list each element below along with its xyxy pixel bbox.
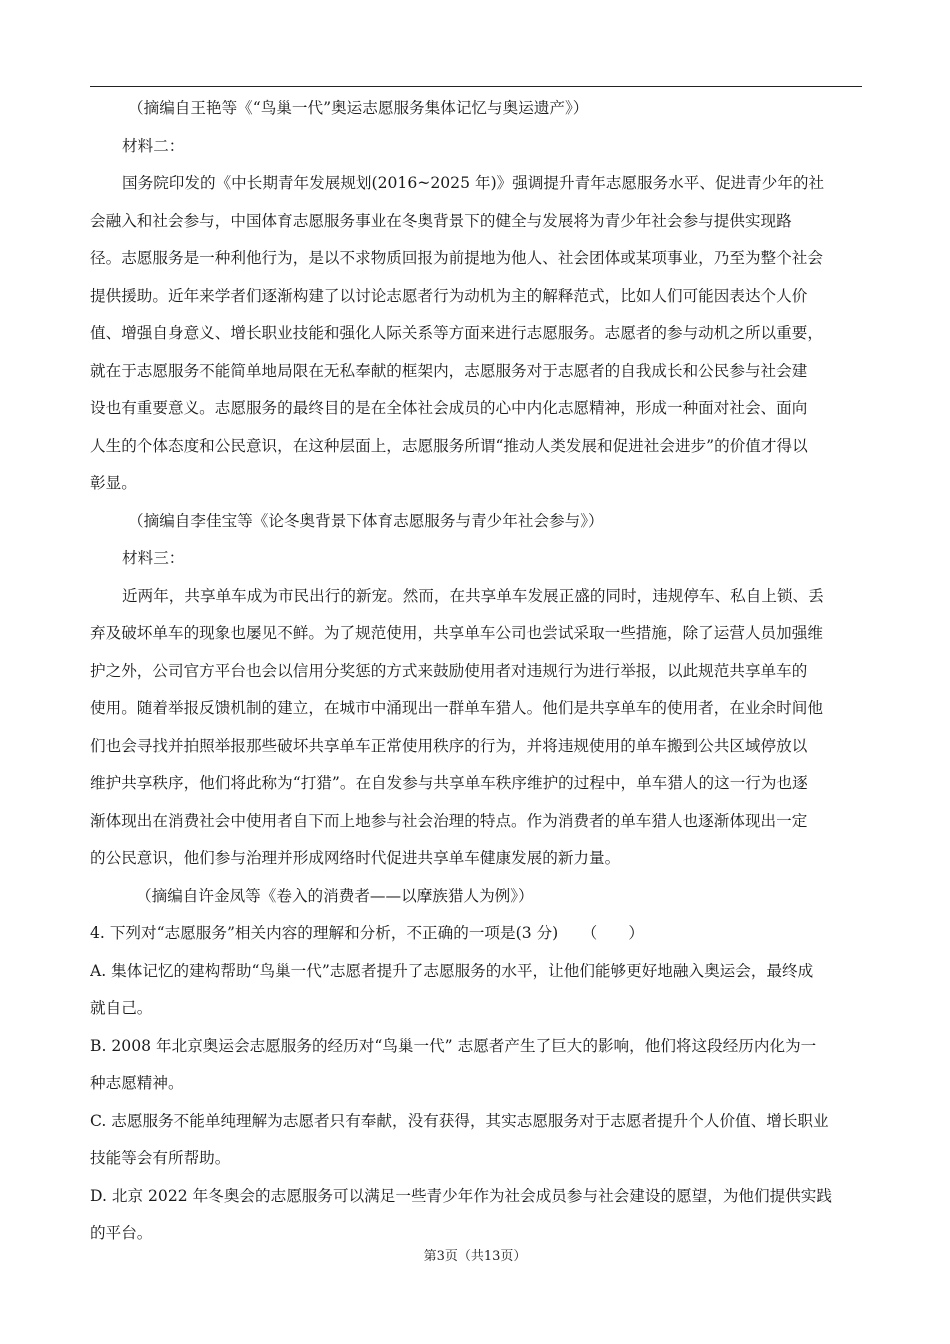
option-line: D. 北京 2022 年冬奥会的志愿服务可以满足一些青少年作为社会成员参与社会建设的愿望，为他们提供实践 [90,1186,832,1205]
option-line: B. 2008 年北京奥运会志愿服务的经历对“鸟巢一代” 志愿者产生了巨大的影响，他们将这段经历内化为一 [90,1036,817,1055]
option-line: A. 集体记忆的建构帮助“鸟巢一代”志愿者提升了志愿服务的水平，让他们能够更好地融入奥运会，最终成 [90,961,814,980]
paragraph-line: 近两年，共享单车成为市民出行的新宠。然而，在共享单车发展正盛的同时，违规停车、私自上锁、丢 [122,586,824,605]
option-a [90,953,862,1028]
document-body [90,90,862,1253]
paragraph-line: 设也有重要意义。志愿服务的最终目的是在全体社会成员的心中内化志愿精神，形成一种面对社会、面向 [90,399,808,417]
source-citation-1: （摘编自王艳等《“鸟巢一代”奥运志愿服务集体记忆与奥运遗产》） [128,99,589,117]
material-3-paragraph [90,578,862,878]
top-rule [90,86,862,87]
option-d [90,1178,862,1253]
paragraph-line: 会融入和社会参与，中国体育志愿服务事业在冬奥背景下的健全与发展将为青少年社会参与提供实现路 [90,211,792,230]
paragraph-line: 彰显。 [90,474,137,492]
option-line: C. 志愿服务不能单纯理解为志愿者只有奉献，没有获得，其实志愿服务对于志愿者提升个人价值、增长职业 [90,1111,829,1130]
source-citation-3: （摘编自许金凤等《卷入的消费者——以摩族猎人为例》） [136,886,534,905]
option-c [90,1103,862,1178]
paragraph-line: 径。志愿服务是一种利他行为，是以不求物质回报为前提地为他人、社会团体或某项事业，乃至为整个社会 [90,249,823,267]
material-3-heading: 材料三： [122,549,185,567]
paragraph-line: 人生的个体态度和公民意识，在这种层面上，志愿服务所谓“推动人类发展和促进社会进步”的价值才得以 [90,436,808,455]
paragraph-line: 渐体现出在消费社会中使用者自下而上地参与社会治理的特点。作为消费者的单车猎人也逐渐体现出一定 [90,811,808,830]
page-footer: 第3页（共13页） [423,1249,527,1264]
source-citation-2: （摘编自李佳宝等《论冬奥背景下体育志愿服务与青少年社会参与》） [128,511,604,530]
paragraph-line: 维护共享秩序，他们将此称为“打猎”。在自发参与共享单车秩序维护的过程中，单车猎人的这一行为也逐 [90,774,808,792]
material-2-heading: 材料二： [122,136,185,155]
paragraph-line: 使用。随着举报反馈机制的建立，在城市中涌现出一群单车猎人。他们是共享单车的使用者，在业余时间他 [90,699,823,717]
option-line: 就自己。 [90,999,153,1017]
paragraph-line: 的公民意识，他们参与治理并形成网络时代促进共享单车健康发展的新力量。 [90,849,621,867]
option-line: 种志愿精神。 [90,1074,184,1092]
paragraph-line: 弃及破坏单车的现象也屡见不鲜。为了规范使用，共享单车公司也尝试采取一些措施，除了运营人员加强维 [90,624,823,642]
paragraph-line: 护之外，公司官方平台也会以信用分奖惩的方式来鼓励使用者对违规行为进行举报，以此规范共享单车的 [90,661,808,680]
paragraph-line: 国务院印发的《中长期青年发展规划(2016~2025 年)》强调提升青年志愿服务水平、促进青少年的社 [122,174,825,192]
question-4: 4. 下列对“志愿服务”相关内容的理解和分析，不正确的一项是(3 分) （ ） [90,924,645,942]
paragraph-line: 们也会寻找并拍照举报那些破坏共享单车正常使用秩序的行为，并将违规使用的单车搬到公共区域停放以 [90,736,808,755]
material-2-paragraph [90,165,862,503]
option-line: 技能等会有所帮助。 [90,1149,231,1167]
paragraph-line: 值、增强自身意义、增长职业技能和强化人际关系等方面来进行志愿服务。志愿者的参与动机之所以重要， [90,324,823,342]
paragraph-line: 提供援助。近年来学者们逐渐构建了以讨论志愿者行为动机为主的解释范式，比如人们可能因表达个人价 [90,286,808,305]
paragraph-line: 就在于志愿服务不能简单地局限在无私奉献的框架内，志愿服务对于志愿者的自我成长和公民参与社会建 [90,361,808,380]
option-b [90,1028,862,1103]
option-line: 的平台。 [90,1224,153,1242]
